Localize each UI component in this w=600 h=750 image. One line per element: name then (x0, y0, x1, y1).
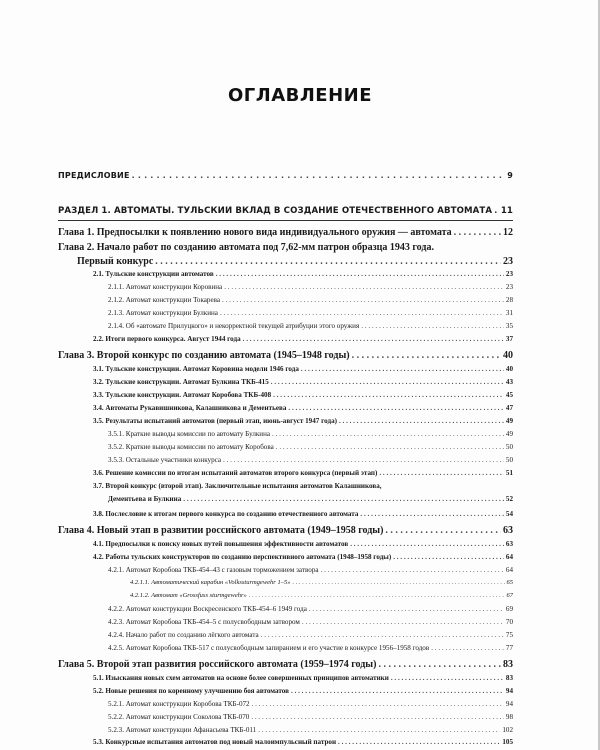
section-divider (58, 220, 513, 221)
toc-entry-preface[interactable]: ПРЕДИСЛОВИЕ . . . 9 (58, 171, 513, 180)
toc-entry-chapter-2-cont[interactable]: Первый конкурс . . . 23 (58, 256, 513, 267)
toc-entry-3-4[interactable]: 3.4. Автоматы Рукавишникова, Калашникова и Дементьева . . . 47 (58, 404, 513, 412)
toc-entry-5-3[interactable]: 5.3. Конкурсные испытания автоматов под новый малоимпульсный патрон . . . 105 (58, 738, 513, 746)
leader-dots (360, 510, 503, 518)
toc-entry-5-2-3[interactable]: 5.2.3. Автомат конструкции Афанасьева ТКБ-011 . . . 102 (58, 726, 513, 734)
leader-dots (361, 322, 504, 330)
toc-entry-3-1[interactable]: 3.1. Тульские конструкции. Автомат Коровина модели 1946 года . . . 40 (58, 365, 513, 373)
leader-dots (132, 171, 506, 180)
leader-dots (352, 350, 501, 361)
leader-dots (271, 378, 504, 386)
toc-entry-3-7-cont[interactable]: Дементьева и Булкина . . . 52 (58, 495, 513, 503)
toc-entry-chapter-1[interactable]: Глава 1. Предпосылки к появлению нового вида индивидуального оружия — автомата . . . 12 (58, 227, 513, 238)
toc-entry-3-5-2[interactable]: 3.5.2. Краткие выводы комиссии по автомату Коробова . . . 50 (58, 443, 513, 451)
toc-entry-4-2-1-1[interactable]: 4.2.1.1. Автоматический карабин «Volkssturmgewehr 1–5» . . . 65 (58, 579, 513, 586)
leader-dots (309, 605, 504, 613)
leader-dots (494, 206, 499, 216)
leader-dots (339, 417, 504, 425)
leader-dots (220, 309, 504, 317)
leader-dots (350, 540, 504, 548)
toc-entry-3-5[interactable]: 3.5. Результаты испытаний автоматов (первый этап, июнь-август 1947 года) . . . 49 (58, 417, 513, 425)
leader-dots (222, 296, 504, 304)
page-title: ОГЛАВЛЕНИЕ (227, 85, 373, 106)
leader-dots (223, 456, 504, 464)
leader-dots (302, 618, 504, 626)
toc-entry-5-2-1[interactable]: 5.2.1. Автомат конструкции Коробова ТКБ-072 . . . 94 (58, 700, 513, 708)
leader-dots (224, 283, 504, 291)
toc-entry-4-2[interactable]: 4.2. Работы тульских конструкторов по созданию перспективного автомата (1948–1958 годы) . . . 64 (58, 553, 513, 561)
toc-entry-2-1-4[interactable]: 2.1.4. Об «автомате Прилуцкого» и некорректной текущей атрибуции этого оружия . . . 35 (58, 322, 513, 330)
leader-dots (454, 227, 501, 238)
leader-dots (301, 365, 504, 373)
toc-entry-3-6[interactable]: 3.6. Решение комиссии по итогам испытаний автоматов второго конкурса (первый этап) . . . 51 (58, 469, 513, 477)
toc-entry-chapter-5[interactable]: Глава 5. Второй этап развития российского автомата (1959–1974 годы) . . . 83 (58, 659, 513, 670)
toc-entry-section-1[interactable]: РАЗДЕЛ 1. АВТОМАТЫ. ТУЛЬСКИЙ ВКЛАД В СОЗДАНИЕ ОТЕЧЕСТВЕННОГО АВТОМАТА . . . 11 (58, 206, 513, 216)
leader-dots (379, 469, 504, 477)
leader-dots (272, 430, 504, 438)
toc-entry-2-1-1[interactable]: 2.1.1. Автомат конструкции Коровина . . . 23 (58, 283, 513, 291)
toc-entry-3-2[interactable]: 3.2. Тульские конструкции. Автомат Булкина ТКБ-415 . . . 43 (58, 378, 513, 386)
leader-dots (288, 404, 504, 412)
toc-entry-5-2-2[interactable]: 5.2.2. Автомат конструкции Соколова ТКБ-070 . . . 98 (58, 713, 513, 721)
leader-dots (378, 659, 501, 670)
leader-dots (276, 443, 504, 451)
leader-dots (292, 579, 504, 586)
toc-entry-3-5-3[interactable]: 3.5.3. Остальные участники конкурса . . . 50 (58, 456, 513, 464)
toc-entry-4-2-1-2[interactable]: 4.2.1.2. Автомат «Grossfuss sturmgewehr» . . . 67 (58, 592, 513, 599)
leader-dots (385, 525, 501, 536)
toc-entry-4-2-2[interactable]: 4.2.2. Автомат конструкции Воскресенского ТКБ-454–6 1949 года . . . 69 (58, 605, 513, 613)
toc-entry-2-2[interactable]: 2.2. Итоги первого конкурса. Август 1944 года . . . 37 (58, 335, 513, 343)
toc-entry-5-1[interactable]: 5.1. Изыскания новых схем автоматов на основе более совершенных принципов автоматики . . . 83 (58, 674, 513, 682)
leader-dots (155, 256, 501, 267)
leader-dots (291, 687, 504, 695)
toc-entry-chapter-4[interactable]: Глава 4. Новый этап в развитии российского автомата (1949–1958 годы) . . . 63 (58, 525, 513, 536)
toc-entry-4-2-1[interactable]: 4.2.1. Автомат Коробова ТКБ-454–43 с газовым торможением затвора . . . 64 (58, 566, 513, 574)
leader-dots (273, 391, 504, 399)
toc-entry-4-2-3[interactable]: 4.2.3. Автомат Коробова ТКБ-454–5 с полусвободным затвором . . . 70 (58, 618, 513, 626)
leader-dots (393, 553, 504, 561)
toc-entry-chapter-3[interactable]: Глава 3. Второй конкурс по созданию автомата (1945–1948 годы) . . . 40 (58, 350, 513, 361)
leader-dots (321, 566, 504, 574)
toc-entry-2-1-3[interactable]: 2.1.3. Автомат конструкции Булкина . . . 31 (58, 309, 513, 317)
toc-entry-4-2-5[interactable]: 4.2.5. Автомат Коробова ТКБ-517 с полусвободным запиранием и его участие в конкурсе 1956–1958 годов . . . 77 (58, 644, 513, 652)
leader-dots (249, 592, 505, 599)
leader-dots (252, 700, 504, 708)
leader-dots (431, 644, 504, 652)
leader-dots (183, 495, 504, 503)
leader-dots (251, 713, 504, 721)
toc-entry-2-1-2[interactable]: 2.1.2. Автомат конструкции Токарева . . . 28 (58, 296, 513, 304)
toc-entry-5-2[interactable]: 5.2. Новые решения по коренному улучшению боя автоматов . . . 94 (58, 687, 513, 695)
toc-entry-2-1[interactable]: 2.1. Тульские конструкции автоматов . . . 23 (58, 270, 513, 278)
leader-dots (391, 674, 504, 682)
leader-dots (243, 335, 504, 343)
leader-dots (216, 270, 504, 278)
toc-entry-3-7[interactable]: 3.7. Второй конкурс (второй этап). Заключительные испытания автоматов Калашникова, (93, 482, 382, 490)
leader-dots (338, 738, 500, 746)
toc-entry-3-8[interactable]: 3.8. Послесловие к итогам первого конкурса по созданию отечественного автомата . . . 54 (58, 510, 513, 518)
leader-dots (258, 726, 500, 734)
leader-dots (261, 631, 504, 639)
toc-entry-4-1[interactable]: 4.1. Предпосылки к поиску новых путей повышения эффективности автоматов . . . 63 (58, 540, 513, 548)
toc-entry-3-5-1[interactable]: 3.5.1. Краткие выводы комиссии по автомату Булкина . . . 49 (58, 430, 513, 438)
toc-entry-3-3[interactable]: 3.3. Тульские конструкции. Автомат Коробова ТКБ-408 . . . 45 (58, 391, 513, 399)
toc-entry-chapter-2[interactable]: Глава 2. Начало работ по созданию автомата под 7,62-мм патрон образца 1943 года. (58, 242, 434, 253)
toc-entry-4-2-4[interactable]: 4.2.4. Начало работ по созданию лёгкого автомата . . . 75 (58, 631, 513, 639)
